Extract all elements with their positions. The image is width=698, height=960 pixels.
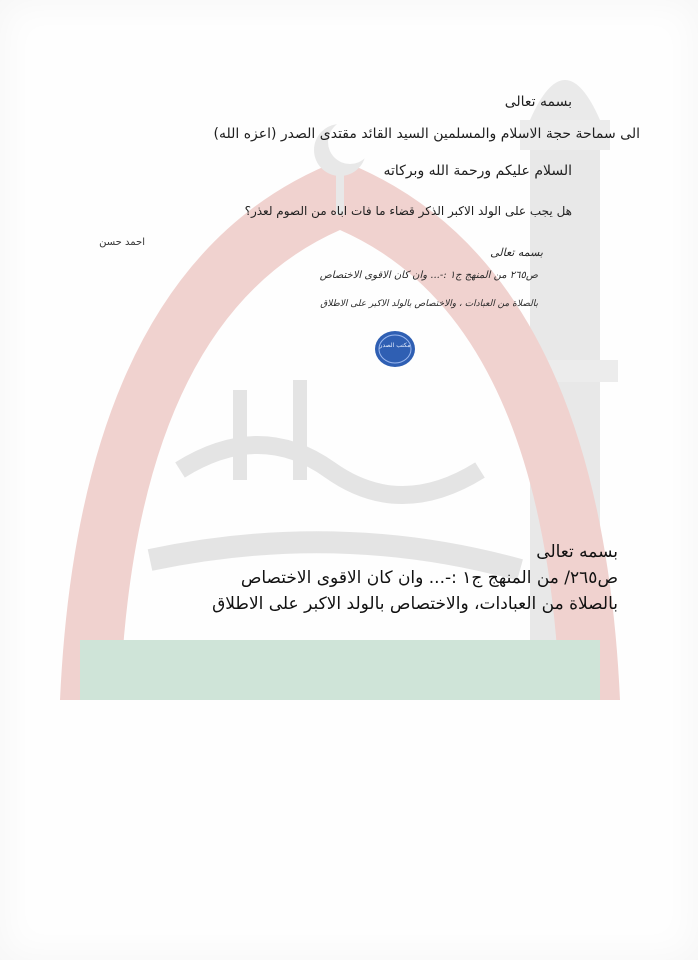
letter-sender-name: احمد حسن — [99, 237, 145, 248]
letter-salutation: السلام عليكم ورحمة الله وبركاته — [383, 163, 572, 179]
stamp-label: مكتب الصدر — [379, 342, 411, 349]
handwritten-answer-line2: ص٢٦٥ من المنهج ج١ :-... وان كان الاقوى الاختصاص — [319, 270, 538, 281]
handwritten-answer-line3: بالصلاة من العبادات ، والاختصاص بالولد الاكبر على الاطلاق — [320, 299, 538, 309]
transcription-line1: بسمه تعالى — [536, 542, 618, 562]
transcription-line2: ص٢٦٥/ من المنهج ج١ :-... وان كان الاقوى الاختصاص — [240, 568, 618, 588]
handwritten-answer-line1: بسمه تعالى — [490, 246, 543, 259]
letter-greeting-header: بسمه تعالى — [504, 94, 572, 110]
seal-stamp — [374, 330, 416, 368]
letter-question: هل يجب على الولد الاكبر الذكر قضاء ما فات اباه من الصوم لعذر؟ — [244, 204, 572, 218]
stamp-icon — [374, 330, 416, 368]
letter-addressee: الى سماحة حجة الاسلام والمسلمين السيد القائد مقتدى الصدر (اعزه الله) — [213, 126, 640, 142]
transcription-line3: بالصلاة من العبادات، والاختصاص بالولد الاكبر على الاطلاق — [212, 594, 618, 614]
